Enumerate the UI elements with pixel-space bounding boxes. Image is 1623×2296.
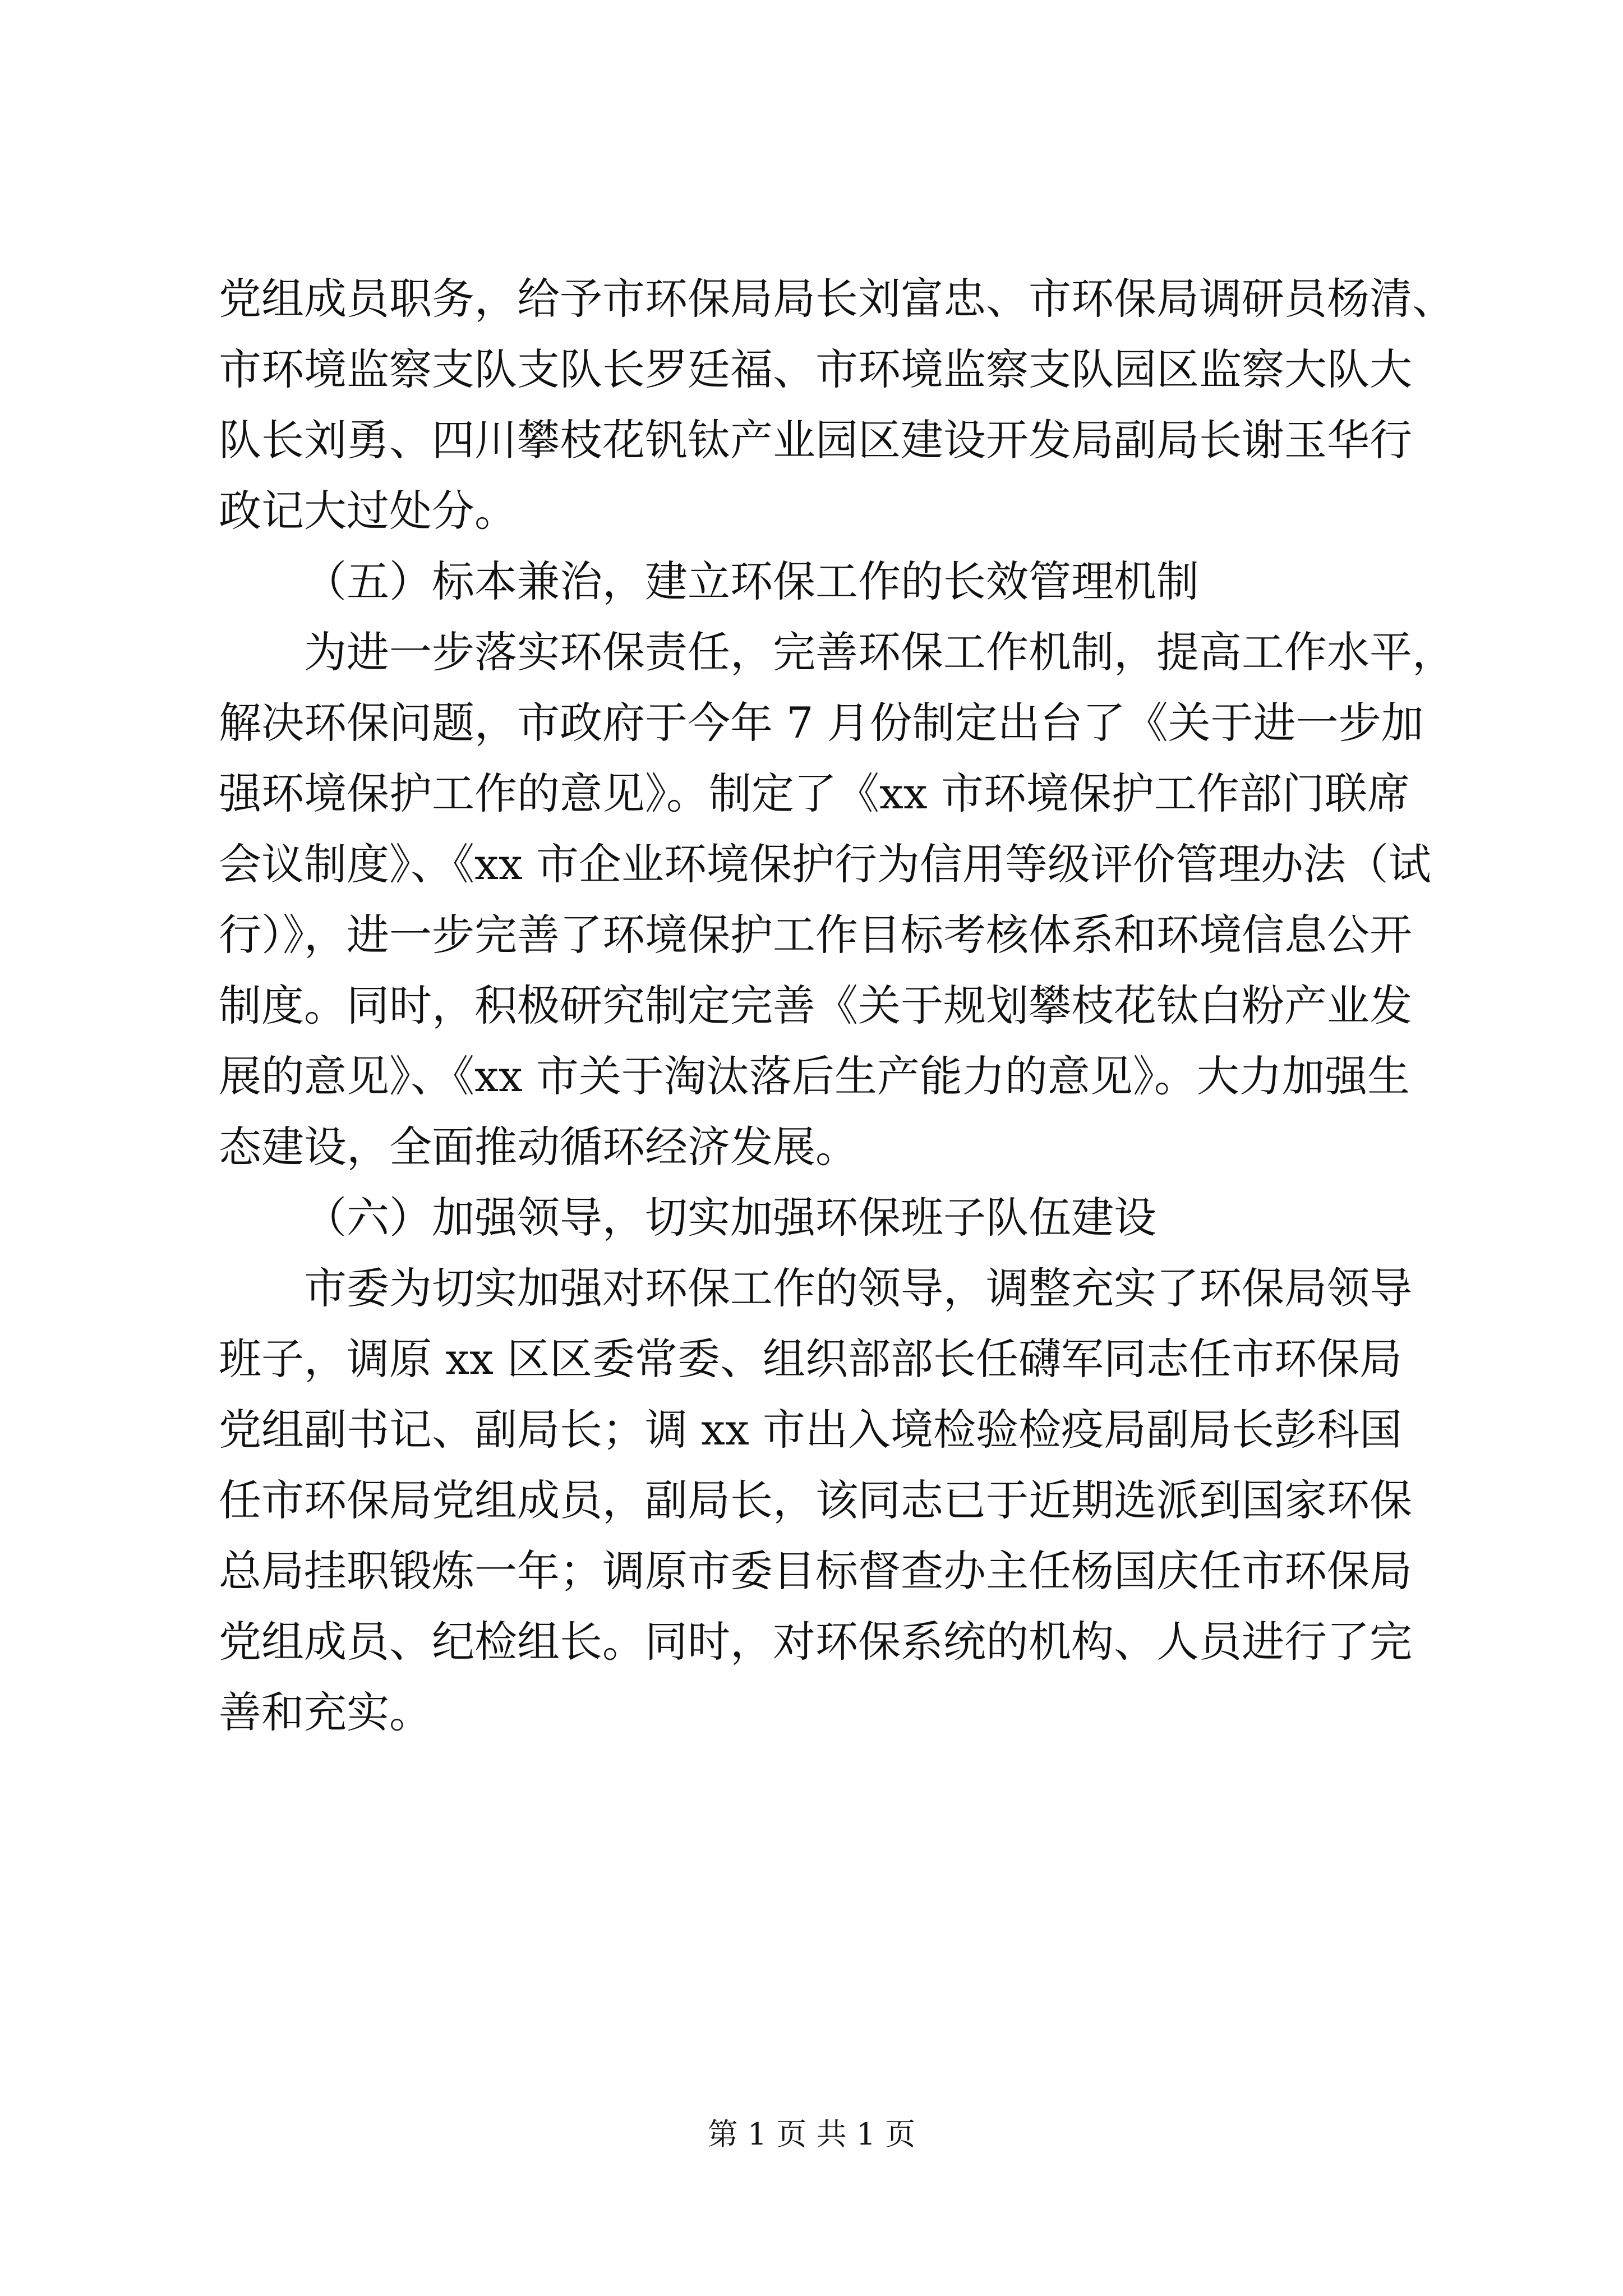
text-line: 党组成员职务，给予市环保局局长刘富忠、市环保局调研员杨清、 <box>219 274 1455 324</box>
text-line: 展的意见》、《xx 市关于淘汰落后生产能力的意见》。大力加强生 <box>219 1051 1410 1101</box>
text-line: 市环境监察支队支队长罗廷福、市环境监察支队园区监察大队大 <box>219 344 1412 394</box>
text-line: 班子，调原 xx 区区委常委、组织部部长任礴军同志任市环保局 <box>219 1334 1403 1384</box>
text-line: 任市环保局党组成员，副局长，该同志已于近期选派到国家环保 <box>219 1475 1412 1525</box>
paragraph-mechanism <box>219 617 1455 1182</box>
text-line: 行）》，进一步完善了环境保护工作目标考核体系和环境信息公开 <box>219 910 1412 960</box>
text-line: 态建设，全面推动循环经济发展。 <box>219 1122 858 1172</box>
heading-text: （六）加强领导，切实加强环保班子队伍建设 <box>304 1193 1156 1243</box>
text-line: 总局挂职锻炼一年；调原市委目标督查办主任杨国庆任市环保局 <box>219 1546 1412 1596</box>
text-line: 市委为切实加强对环保工作的领导，调整充实了环保局领导 <box>304 1263 1412 1313</box>
text-line: 制度。同时，积极研究制定完善《关于规划攀枝花钛白粉产业发 <box>219 981 1412 1030</box>
text-line: 解决环保问题，市政府于今年 7 月份制定出台了《关于进一步加 <box>219 698 1424 748</box>
section-heading-5 <box>219 546 1419 617</box>
text-line: 党组成员、纪检组长。同时，对环保系统的机构、人员进行了完 <box>219 1617 1412 1667</box>
text-line: 会议制度》、《xx 市企业环境保护行为信用等级评价管理办法（试 <box>219 839 1431 889</box>
page-number-footer: 第 1 页 共 1 页 <box>707 2116 916 2152</box>
heading-text: （五）标本兼治，建立环保工作的长效管理机制 <box>304 556 1199 606</box>
document-body <box>219 264 1455 1748</box>
text-line: 强环境保护工作的意见》。制定了《xx 市环境保护工作部门联席 <box>219 769 1410 818</box>
text-line: 队长刘勇、四川攀枝花钒钛产业园区建设开发局副局长谢玉华行 <box>219 415 1412 465</box>
text-line: 党组副书记、副局长；调 xx 市出入境检验检疫局副局长彭科国 <box>219 1405 1403 1455</box>
text-line: 为进一步落实环保责任，完善环保工作机制，提高工作水平， <box>304 627 1455 677</box>
text-line: 善和充实。 <box>219 1687 432 1737</box>
paragraph-disciplinary <box>219 264 1455 546</box>
text-line: 政记大过处分。 <box>219 486 517 536</box>
paragraph-leadership <box>219 1253 1419 1748</box>
section-heading-6 <box>219 1182 1419 1253</box>
